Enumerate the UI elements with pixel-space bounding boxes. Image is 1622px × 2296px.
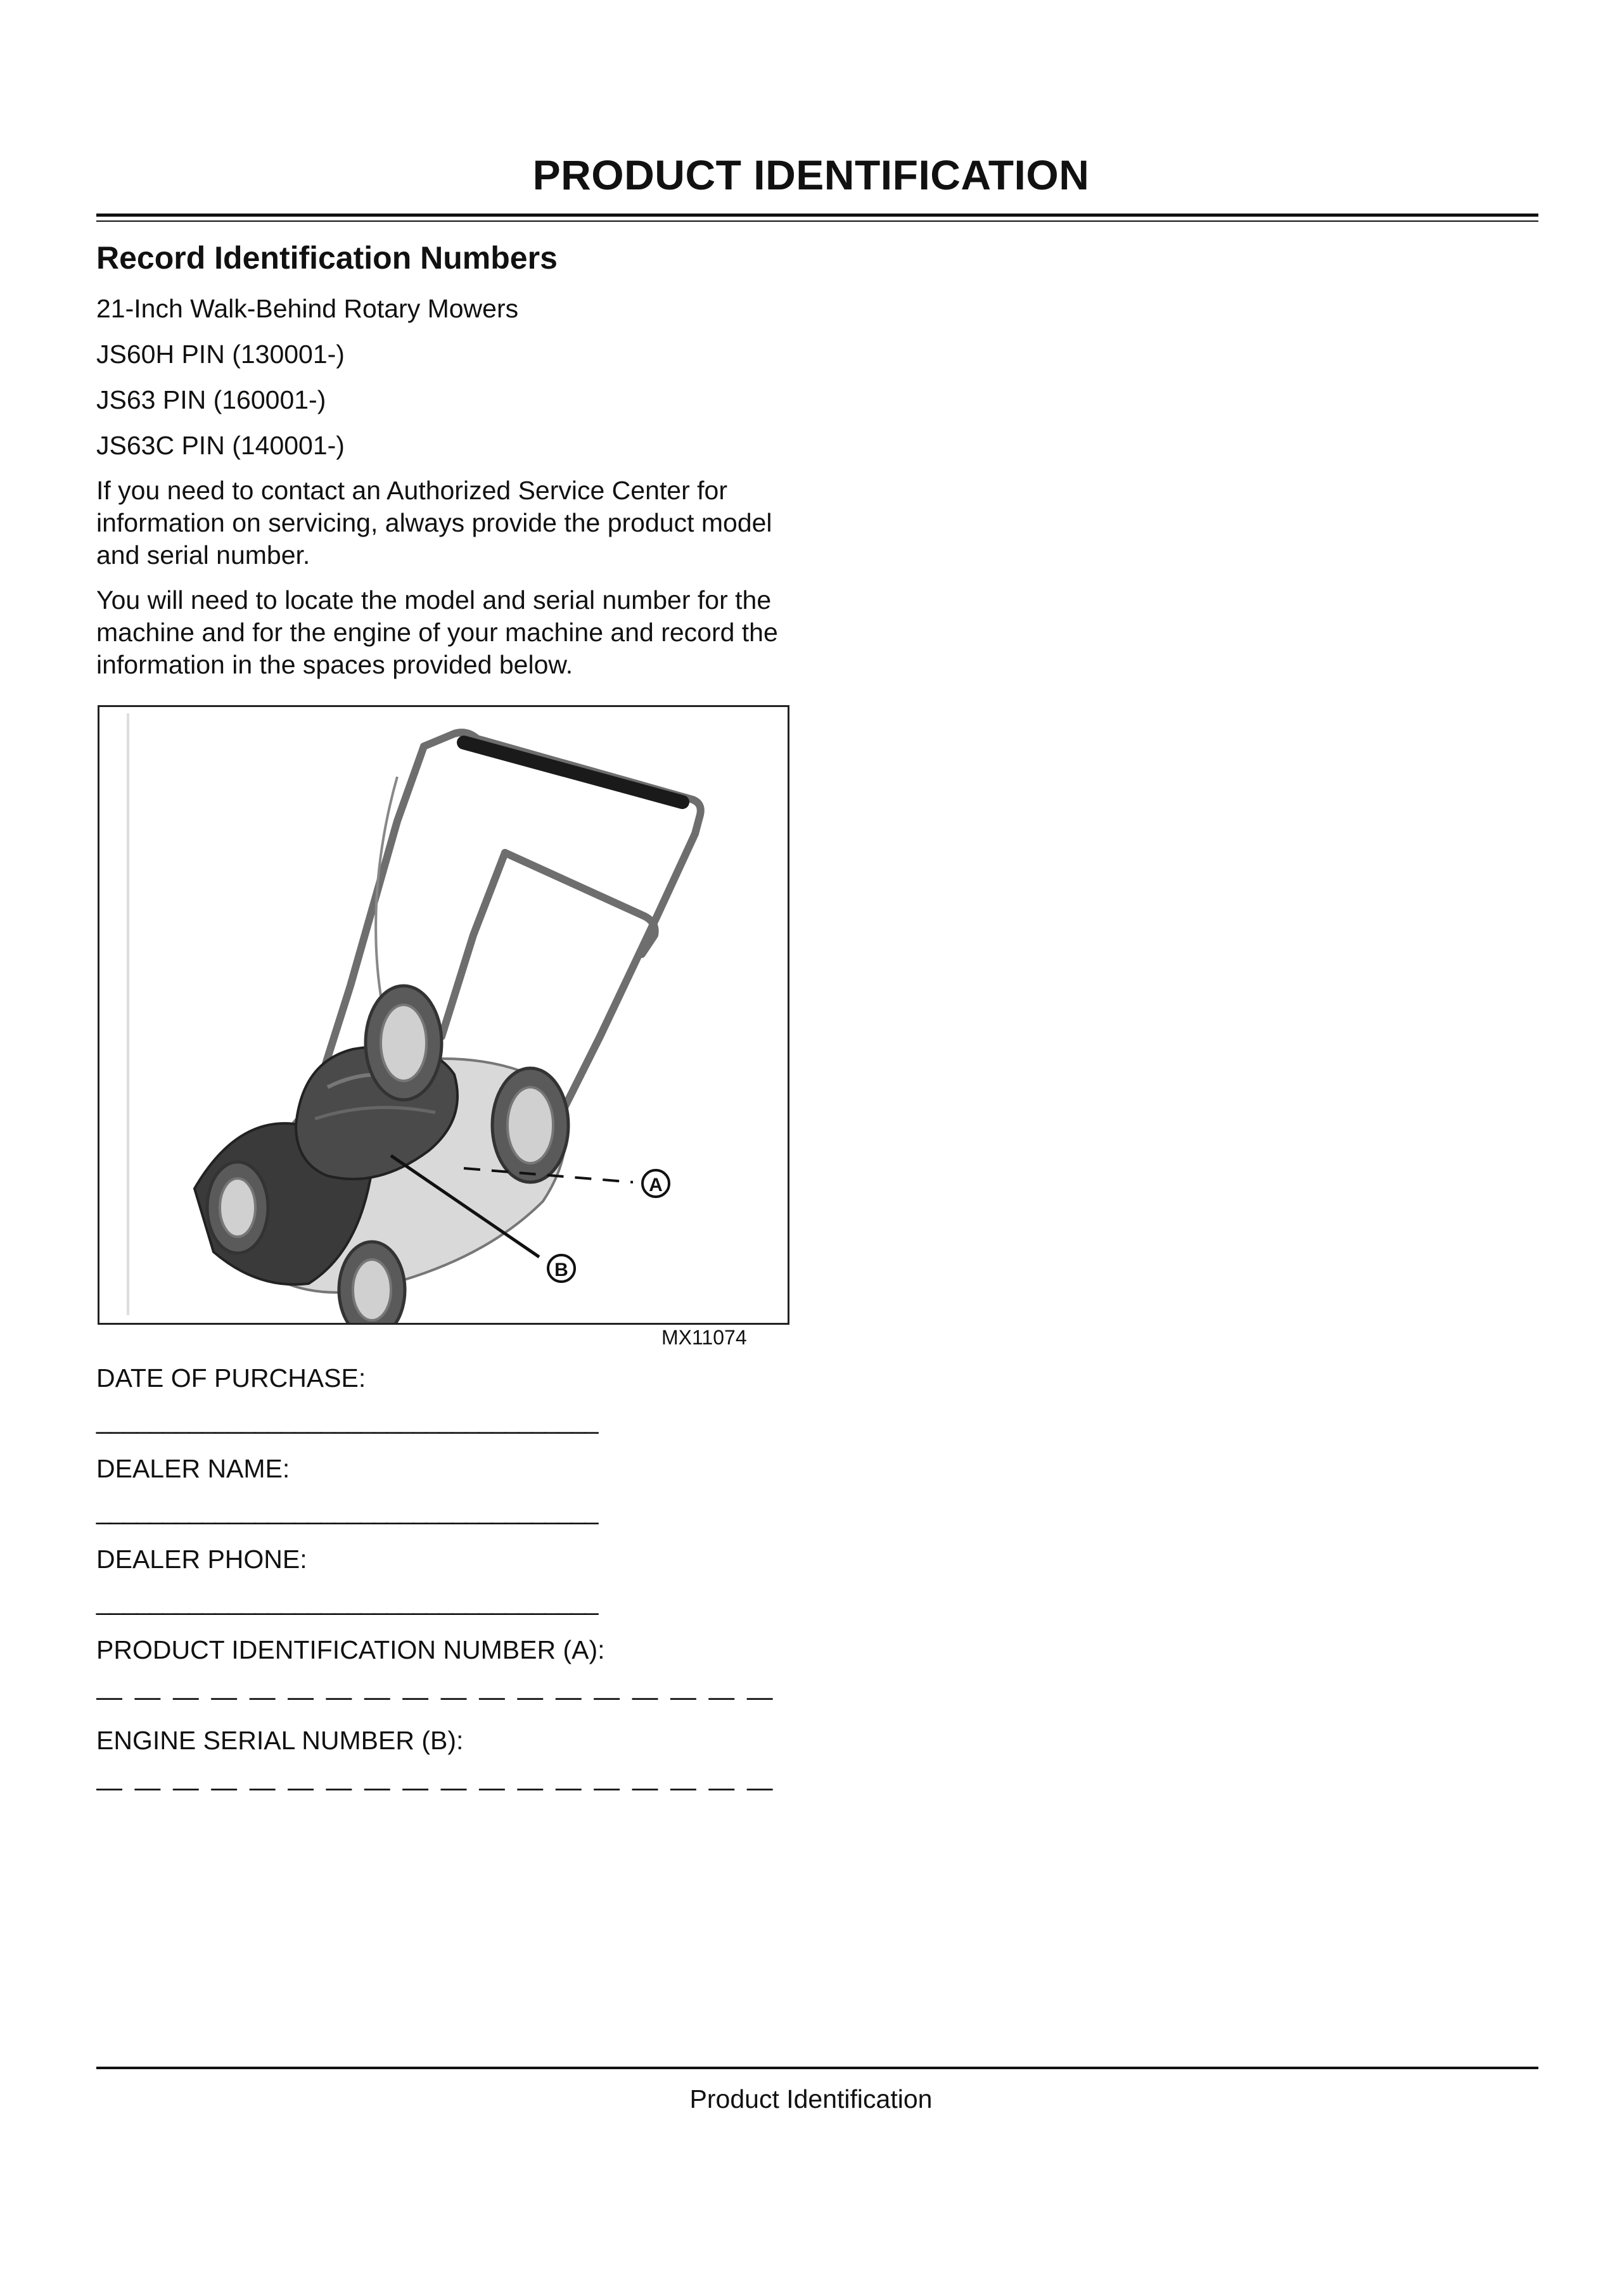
mower-figure xyxy=(98,705,789,1325)
model-pin-js60h: JS60H PIN (130001-) xyxy=(96,340,345,369)
pin-blank: — — — — — — — — — — — — — — — — — — xyxy=(96,1682,776,1711)
service-paragraph: If you need to contact an Authorized Service Center for information on servicing, always provide the product model and serial number. xyxy=(96,476,772,570)
engine-serial-label: ENGINE SERIAL NUMBER (B): xyxy=(96,1726,464,1755)
dealer-name-label: DEALER NAME: xyxy=(96,1454,290,1483)
date-of-purchase-blank: ______________________________________ xyxy=(96,1405,597,1434)
footer-text: Product Identification xyxy=(689,2084,933,2114)
dealer-name-blank: ______________________________________ xyxy=(96,1496,597,1525)
header-rule-thin xyxy=(96,220,1538,222)
pin-label: PRODUCT IDENTIFICATION NUMBER (A): xyxy=(96,1635,605,1664)
figure-code: MX11074 xyxy=(661,1326,747,1349)
footer-rule xyxy=(96,2067,1538,2069)
dealer-phone-blank: ______________________________________ xyxy=(96,1586,597,1616)
page-title: PRODUCT IDENTIFICATION xyxy=(532,151,1090,198)
model-pin-js63c: JS63C PIN (140001-) xyxy=(96,431,345,460)
dealer-phone-label: DEALER PHONE: xyxy=(96,1545,307,1574)
engine-serial-blank: — — — — — — — — — — — — — — — — — — xyxy=(96,1773,776,1802)
locate-paragraph: You will need to locate the model and serial number for the machine and for the engine of your machine and record the information in the spaces provided below. xyxy=(96,585,778,679)
model-pin-js63: JS63 PIN (160001-) xyxy=(96,385,326,414)
date-of-purchase-label: DATE OF PURCHASE: xyxy=(96,1363,366,1393)
product-line: 21-Inch Walk-Behind Rotary Mowers xyxy=(96,294,519,323)
callout-b-label: B xyxy=(554,1260,568,1280)
callout-a-label: A xyxy=(649,1175,663,1196)
section-heading: Record Identification Numbers xyxy=(96,240,558,276)
mower-illustration xyxy=(99,707,788,1323)
header-rule xyxy=(96,214,1538,217)
